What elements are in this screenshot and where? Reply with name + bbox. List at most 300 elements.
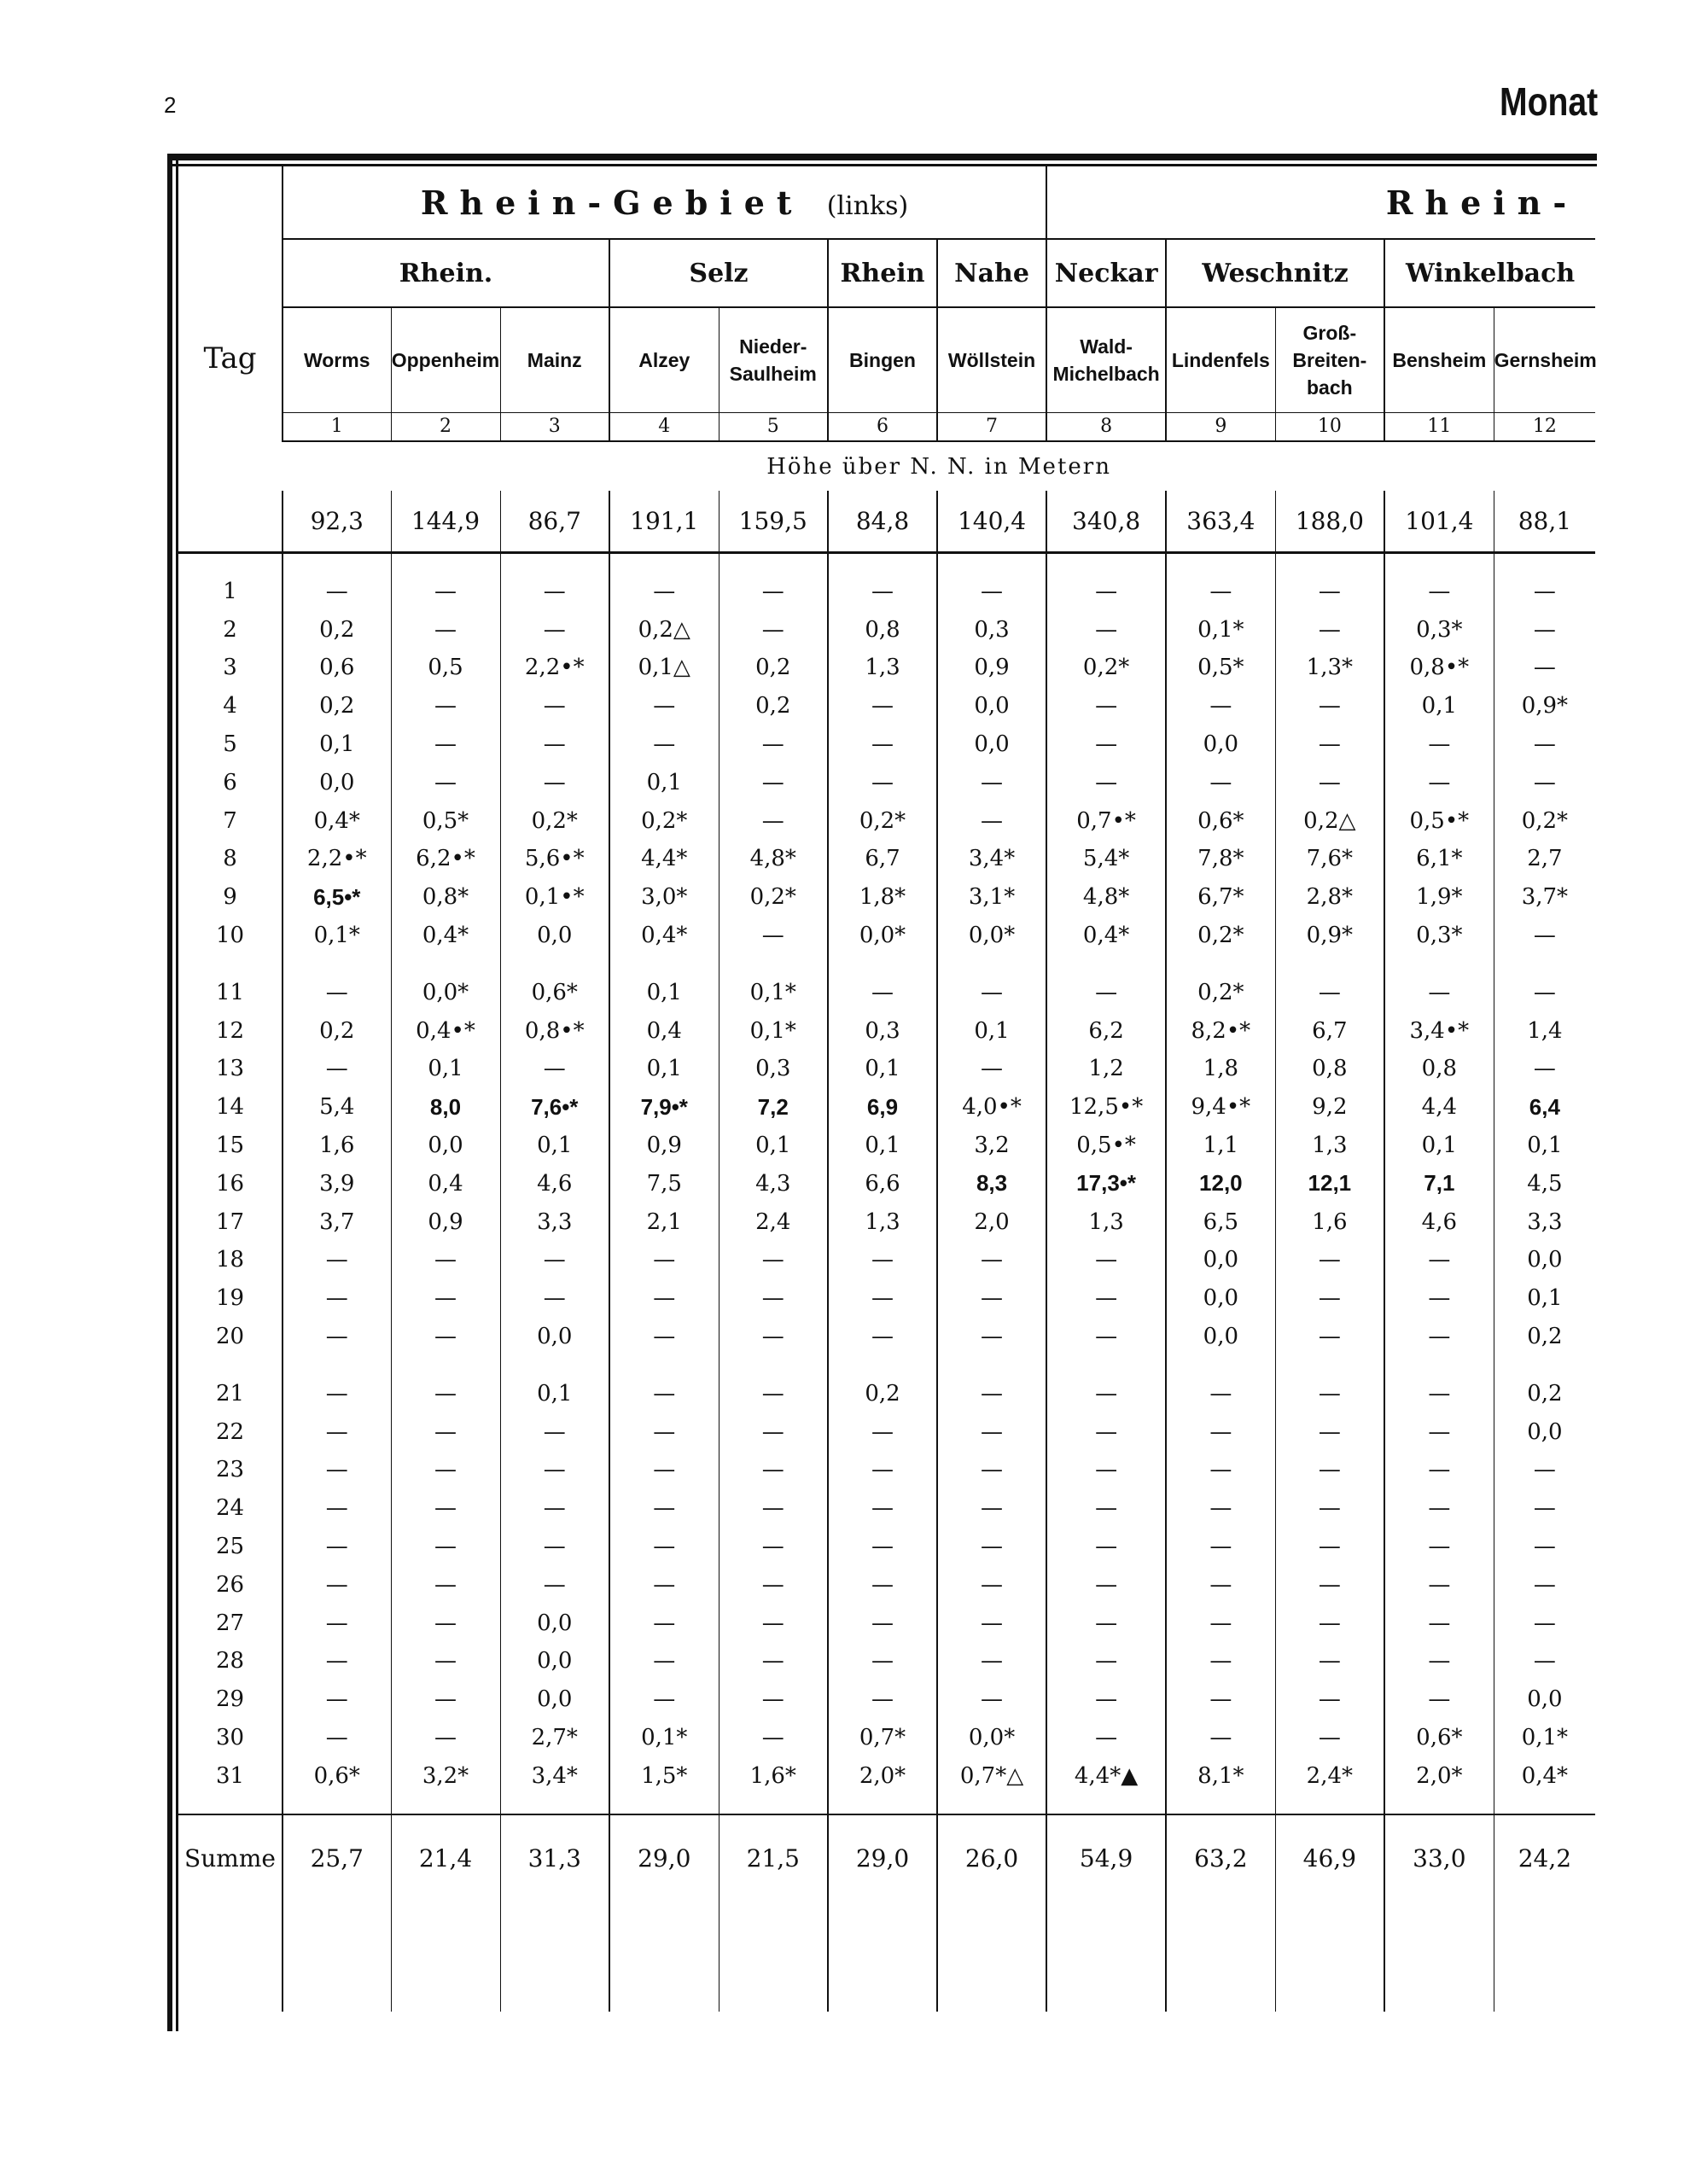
value-cell: — [1046, 1279, 1166, 1318]
day-number: 9 [223, 884, 237, 911]
value-cell: 0,8 [1384, 1050, 1494, 1088]
value-cell: — [1384, 1528, 1494, 1566]
day-number: 12 [215, 1017, 245, 1044]
value-cell: — [1384, 1241, 1494, 1279]
value-cell: 0,4•* [391, 1011, 500, 1050]
height-value: 92,3 [283, 491, 391, 552]
value-cell: 0,8•* [500, 1011, 609, 1050]
summe-row [178, 1814, 1595, 1901]
value-cell: — [937, 1528, 1046, 1566]
value-cell: — [283, 1604, 391, 1642]
value-cell: 3,3 [1494, 1203, 1595, 1241]
day-number: 20 [215, 1324, 245, 1350]
station-woellstein: Wöllstein [937, 307, 1046, 412]
value-cell: — [1384, 1318, 1494, 1356]
value-cell: — [828, 1642, 937, 1680]
value-cell: — [719, 1642, 828, 1680]
value-cell: — [609, 1318, 719, 1356]
day-number: 23 [215, 1457, 245, 1483]
station-alzey: Alzey [609, 307, 719, 412]
value-cell: 0,0 [937, 725, 1046, 764]
value-cell: 1,5* [609, 1756, 719, 1795]
value-cell: 0,0 [1166, 1318, 1275, 1356]
value-cell: 0,1 [828, 1050, 937, 1088]
value-cell: 4,8* [719, 840, 828, 878]
value-cell: — [1275, 687, 1384, 725]
value-cell: — [719, 917, 828, 955]
value-cell: — [1384, 763, 1494, 801]
value-cell: 1,1 [1166, 1127, 1275, 1165]
value-cell: — [283, 1528, 391, 1566]
table-row [178, 1565, 1595, 1604]
summe-value: 21,4 [391, 1814, 500, 1901]
value-cell: 0,1 [828, 1127, 937, 1165]
value-cell: — [609, 1642, 719, 1680]
value-cell: 3,1* [937, 878, 1046, 917]
height-value: 363,4 [1166, 491, 1275, 552]
station-oppenheim: Oppenheim [391, 307, 500, 412]
summe-value: 29,0 [609, 1814, 719, 1901]
value-cell: 2,7* [500, 1719, 609, 1757]
day-number: 26 [215, 1571, 245, 1598]
value-cell: 6,9 [828, 1088, 937, 1127]
day-number: 17 [215, 1208, 245, 1235]
day-number: 1 [223, 578, 237, 604]
value-cell: — [1166, 1451, 1275, 1489]
value-cell: — [1046, 573, 1166, 611]
day-number: 7 [223, 807, 237, 834]
value-cell: — [1384, 1642, 1494, 1680]
value-cell: 0,1* [1494, 1719, 1595, 1757]
value-cell: 1,3 [828, 1203, 937, 1241]
value-cell: 6,2•* [391, 840, 500, 878]
col-number: 1 [283, 412, 391, 441]
day-number: 21 [215, 1380, 245, 1406]
value-cell: 0,5•* [1046, 1127, 1166, 1165]
value-cell: 3,2 [937, 1127, 1046, 1165]
value-cell: — [283, 1374, 391, 1412]
value-cell: 0,2 [283, 610, 391, 649]
value-cell: 0,0 [1494, 1680, 1595, 1719]
value-cell: 0,9 [609, 1127, 719, 1165]
value-cell: 3,4* [500, 1756, 609, 1795]
value-cell: 0,0 [1166, 1279, 1275, 1318]
value-cell: — [719, 763, 828, 801]
value-cell: — [1166, 687, 1275, 725]
table-row [178, 1127, 1595, 1165]
value-cell: — [391, 1489, 500, 1528]
value-cell: 5,6•* [500, 840, 609, 878]
value-cell: — [391, 725, 500, 764]
value-cell: — [1275, 1604, 1384, 1642]
value-cell: — [719, 1528, 828, 1566]
value-cell: — [1166, 1565, 1275, 1604]
value-cell: 1,6 [1275, 1203, 1384, 1241]
value-cell: — [1046, 1604, 1166, 1642]
height-value: 340,8 [1046, 491, 1166, 552]
value-cell: 0,1 [609, 973, 719, 1011]
value-cell: — [828, 725, 937, 764]
value-cell: — [1275, 1241, 1384, 1279]
value-cell: 4,8* [1046, 878, 1166, 917]
value-cell: 0,2△ [609, 610, 719, 649]
value-cell: 0,2* [500, 801, 609, 840]
col-number: 9 [1166, 412, 1275, 441]
value-cell: — [937, 1680, 1046, 1719]
value-cell: — [1046, 725, 1166, 764]
value-cell: 0,2* [1494, 801, 1595, 840]
value-cell: 0,2 [1494, 1318, 1595, 1356]
value-cell: — [609, 1412, 719, 1451]
value-cell: — [719, 1318, 828, 1356]
table-row [178, 1088, 1595, 1127]
value-cell: — [719, 1279, 828, 1318]
value-cell: 0,0 [500, 1680, 609, 1719]
value-cell: — [283, 1241, 391, 1279]
value-cell: 0,0 [391, 1127, 500, 1165]
value-cell: 2,2•* [500, 649, 609, 687]
value-cell: 0,3 [828, 1011, 937, 1050]
day-number: 14 [215, 1094, 245, 1121]
table-row [178, 687, 1595, 725]
summe-label: Summe [178, 1814, 283, 1901]
value-cell: — [1166, 1528, 1275, 1566]
tag-header: Tag [178, 166, 283, 552]
value-cell: — [1275, 1374, 1384, 1412]
value-cell: — [1046, 1241, 1166, 1279]
height-value: 144,9 [391, 491, 500, 552]
precipitation-table-frame [167, 154, 1707, 2031]
value-cell: — [937, 763, 1046, 801]
height-value: 159,5 [719, 491, 828, 552]
river-winkelbach: Winkelbach [1384, 239, 1595, 307]
value-cell: 0,4* [1494, 1756, 1595, 1795]
precipitation-table [178, 166, 1595, 2012]
table-row [178, 840, 1595, 878]
value-cell: — [828, 687, 937, 725]
value-cell: 3,7* [1494, 878, 1595, 917]
region-header-right: Rhein- [1046, 166, 1595, 239]
value-cell: 2,1 [609, 1203, 719, 1241]
value-cell: — [1275, 973, 1384, 1011]
value-cell: 0,1△ [609, 649, 719, 687]
value-cell: 5,4 [283, 1088, 391, 1127]
value-cell: 0,0 [500, 1604, 609, 1642]
value-cell: 0,0 [500, 1318, 609, 1356]
value-cell: — [1384, 1374, 1494, 1412]
value-cell: 0,2 [283, 1011, 391, 1050]
value-cell: 4,4*▲ [1046, 1756, 1166, 1795]
value-cell: — [1384, 1412, 1494, 1451]
value-cell: 7,1 [1384, 1164, 1494, 1203]
value-cell: 0,4* [283, 801, 391, 840]
value-cell: 8,2•* [1166, 1011, 1275, 1050]
day-number: 4 [223, 693, 237, 719]
value-cell: — [391, 1451, 500, 1489]
table-row [178, 649, 1595, 687]
height-value: 188,0 [1275, 491, 1384, 552]
station-gernsheim: Gernsheim [1494, 307, 1595, 412]
value-cell: — [1166, 573, 1275, 611]
value-cell: — [719, 801, 828, 840]
value-cell: 0,1* [719, 973, 828, 1011]
day-number: 10 [215, 923, 245, 949]
table-row [178, 1719, 1595, 1757]
value-cell: — [1494, 1489, 1595, 1528]
page-title: Monat [1500, 79, 1599, 124]
value-cell: 0,0* [937, 917, 1046, 955]
value-cell: 0,5* [1166, 649, 1275, 687]
station-nieder-saulheim: Nieder- Saulheim [719, 307, 828, 412]
value-cell: — [828, 1528, 937, 1566]
value-cell: — [391, 1241, 500, 1279]
value-cell: — [609, 1565, 719, 1604]
value-cell: 4,4* [609, 840, 719, 878]
value-cell: — [828, 1279, 937, 1318]
day-number: 19 [215, 1285, 245, 1312]
value-cell: — [1046, 1318, 1166, 1356]
value-cell: 0,6* [500, 973, 609, 1011]
value-cell: 0,1 [1494, 1279, 1595, 1318]
value-cell: 1,9* [1384, 878, 1494, 917]
value-cell: — [1494, 1565, 1595, 1604]
table-row [178, 1374, 1595, 1412]
summe-value: 46,9 [1275, 1814, 1384, 1901]
value-cell: — [1046, 763, 1166, 801]
value-cell: 0,1 [283, 725, 391, 764]
value-cell: — [1275, 1412, 1384, 1451]
table-row [178, 1279, 1595, 1318]
value-cell: 8,1* [1166, 1756, 1275, 1795]
spacer-row [178, 552, 1595, 573]
value-cell: 0,2 [719, 687, 828, 725]
value-cell: 4,3 [719, 1164, 828, 1203]
value-cell: — [937, 1451, 1046, 1489]
value-cell: — [937, 573, 1046, 611]
value-cell: 1,3 [1275, 1127, 1384, 1165]
value-cell: — [937, 1642, 1046, 1680]
value-cell: 2,0* [828, 1756, 937, 1795]
day-number: 6 [223, 769, 237, 795]
table-row [178, 725, 1595, 764]
value-cell: 0,2* [719, 878, 828, 917]
col-number: 6 [828, 412, 937, 441]
value-cell: 0,9 [391, 1203, 500, 1241]
col-number: 4 [609, 412, 719, 441]
table-row [178, 1164, 1595, 1203]
value-cell: 0,5•* [1384, 801, 1494, 840]
value-cell: — [937, 1318, 1046, 1356]
day-number: 22 [215, 1418, 245, 1445]
day-number: 5 [223, 731, 237, 758]
table-row [178, 1203, 1595, 1241]
value-cell: 12,1 [1275, 1164, 1384, 1203]
day-number: 29 [215, 1686, 245, 1713]
table-row [178, 917, 1595, 955]
value-cell: 0,0* [391, 973, 500, 1011]
value-cell: — [1046, 1451, 1166, 1489]
value-cell: — [1166, 1604, 1275, 1642]
value-cell: — [719, 1719, 828, 1757]
value-cell: — [1166, 1680, 1275, 1719]
value-cell: 0,4* [391, 917, 500, 955]
value-cell: 9,4•* [1166, 1088, 1275, 1127]
value-cell: — [283, 1412, 391, 1451]
value-cell: 6,4 [1494, 1088, 1595, 1127]
value-cell: 0,7*△ [937, 1756, 1046, 1795]
value-cell: 6,5•* [283, 878, 391, 917]
value-cell: 2,2•* [283, 840, 391, 878]
value-cell: — [1494, 725, 1595, 764]
table-row [178, 1642, 1595, 1680]
river-selz: Selz [609, 239, 828, 307]
day-number: 8 [223, 846, 237, 872]
value-cell: 0,1* [283, 917, 391, 955]
value-cell: — [1384, 1565, 1494, 1604]
value-cell: 0,2* [1046, 649, 1166, 687]
value-cell: — [1046, 1374, 1166, 1412]
value-cell: 7,2 [719, 1088, 828, 1127]
table-row [178, 1050, 1595, 1088]
value-cell: 0,4* [609, 917, 719, 955]
day-number: 16 [215, 1170, 245, 1197]
value-cell: 0,0 [1166, 1241, 1275, 1279]
value-cell: — [391, 1279, 500, 1318]
value-cell: 3,3 [500, 1203, 609, 1241]
value-cell: 0,8 [828, 610, 937, 649]
value-cell: — [1166, 763, 1275, 801]
frame-top-rule [167, 154, 1597, 160]
value-cell: 4,6 [500, 1164, 609, 1203]
value-cell: — [828, 1318, 937, 1356]
summe-value: 26,0 [937, 1814, 1046, 1901]
river-weschnitz: Weschnitz [1166, 239, 1384, 307]
value-cell: 2,0* [1384, 1756, 1494, 1795]
value-cell: 4,4 [1384, 1088, 1494, 1127]
value-cell: 0,2* [1166, 917, 1275, 955]
value-cell: — [1275, 1489, 1384, 1528]
value-cell: — [937, 1489, 1046, 1528]
value-cell: — [828, 573, 937, 611]
table-row [178, 1011, 1595, 1050]
value-cell: — [1166, 1412, 1275, 1451]
value-cell: 0,0* [828, 917, 937, 955]
value-cell: — [500, 1451, 609, 1489]
value-cell: — [609, 1451, 719, 1489]
value-cell: — [828, 973, 937, 1011]
value-cell: 0,0 [500, 1642, 609, 1680]
col-number: 7 [937, 412, 1046, 441]
value-cell: — [283, 1318, 391, 1356]
value-cell: — [1275, 1680, 1384, 1719]
spacer-row [178, 954, 1595, 973]
value-cell: — [1046, 610, 1166, 649]
value-cell: 0,4 [391, 1164, 500, 1203]
value-cell: — [1275, 610, 1384, 649]
table-row [178, 973, 1595, 1011]
day-number: 11 [215, 979, 245, 1005]
value-cell: — [609, 1241, 719, 1279]
value-cell: 0,2 [283, 687, 391, 725]
value-cell: 1,8* [828, 878, 937, 917]
value-cell: — [1384, 1489, 1494, 1528]
value-cell: — [391, 1680, 500, 1719]
value-cell: — [828, 1565, 937, 1604]
height-value: 86,7 [500, 491, 609, 552]
region-header-left [283, 166, 1046, 239]
value-cell: 0,1•* [500, 878, 609, 917]
value-cell: 0,0 [1494, 1241, 1595, 1279]
value-cell: — [719, 610, 828, 649]
value-cell: — [828, 763, 937, 801]
value-cell: 1,3* [1275, 649, 1384, 687]
value-cell: — [391, 763, 500, 801]
value-cell: 0,1 [391, 1050, 500, 1088]
summe-value: 25,7 [283, 1814, 391, 1901]
table-row [178, 1680, 1595, 1719]
value-cell: 0,1* [609, 1719, 719, 1757]
day-number: 31 [215, 1762, 245, 1789]
value-cell: — [1166, 1489, 1275, 1528]
value-cell: 0,1 [1384, 687, 1494, 725]
value-cell: 0,0 [1166, 725, 1275, 764]
value-cell: — [283, 1050, 391, 1088]
value-cell: — [283, 1680, 391, 1719]
value-cell: 7,8* [1166, 840, 1275, 878]
value-cell: — [1275, 1528, 1384, 1566]
value-cell: 1,6 [283, 1127, 391, 1165]
value-cell: 0,1 [500, 1127, 609, 1165]
value-cell: — [283, 1719, 391, 1757]
day-number: 18 [215, 1247, 245, 1273]
value-cell: — [609, 1489, 719, 1528]
table-row [178, 573, 1595, 611]
value-cell: 0,2△ [1275, 801, 1384, 840]
value-cell: 0,1 [1384, 1127, 1494, 1165]
value-cell: 0,0* [937, 1719, 1046, 1757]
river-rhein: Rhein. [283, 239, 609, 307]
value-cell: — [1166, 1374, 1275, 1412]
value-cell: 7,6* [1275, 840, 1384, 878]
value-cell: 2,0 [937, 1203, 1046, 1241]
value-cell: — [283, 1489, 391, 1528]
value-cell: — [1494, 649, 1595, 687]
value-cell: — [828, 1451, 937, 1489]
station-mainz: Mainz [500, 307, 609, 412]
value-cell: — [719, 1680, 828, 1719]
value-cell: 0,1* [719, 1011, 828, 1050]
value-cell: — [391, 687, 500, 725]
page-number: 2 [164, 92, 177, 118]
value-cell: 0,1* [1166, 610, 1275, 649]
value-cell: — [283, 1279, 391, 1318]
value-cell: — [1494, 763, 1595, 801]
value-cell: — [609, 687, 719, 725]
height-label: Höhe über N. N. in Metern [766, 453, 1111, 480]
value-cell: — [283, 573, 391, 611]
value-cell: — [1275, 1719, 1384, 1757]
value-cell: — [719, 1604, 828, 1642]
day-number: 3 [223, 655, 237, 681]
value-cell: 6,5 [1166, 1203, 1275, 1241]
table-row [178, 610, 1595, 649]
table-row [178, 1318, 1595, 1356]
value-cell: 4,5 [1494, 1164, 1595, 1203]
value-cell: 3,9 [283, 1164, 391, 1203]
height-row [178, 491, 1595, 552]
value-cell: — [1494, 1604, 1595, 1642]
value-cell: 0,2 [828, 1374, 937, 1412]
